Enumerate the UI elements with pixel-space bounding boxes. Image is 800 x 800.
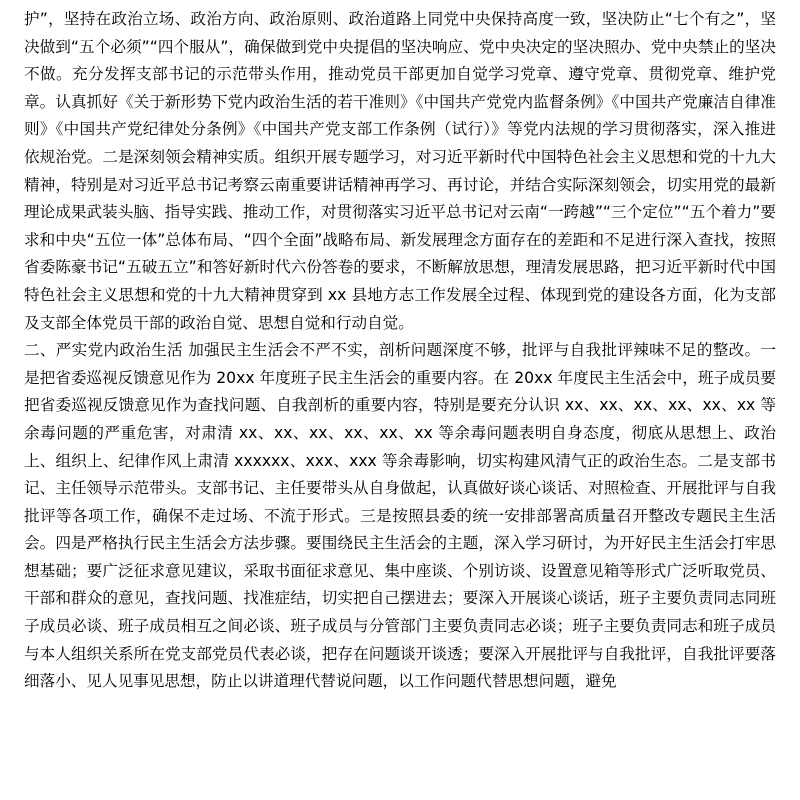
paragraph: 二、严实党内政治生活 加强民主生活会不严不实，剖析问题深度不够，批评与自我批评辣味不足的整改。一是把省委巡视反馈意见作为 20xx 年度班子民主生活会的重要内容。在 20xx 年度民主生活会中，班子成员要把省委巡视反馈意见作为查找问题、自我剖析的重要内容，特别是要充分认识 xx、xx、xx、xx、xx、xx 等余毒问题的严重危害，对肃清 xx、xx、xx、xx、xx、xx 等余毒问题表明自身态度，彻底从思想上、政治上、组织上、纪律作风上肃清 xxxxxx、xxx、xxx 等余毒影响，切实构建风清气正的政治生态。二是支部书记、主任领导示范带头。支部书记、主任要带头从自身做起，认真做好谈心谈话、对照检查、开展批评与自我批评等各项工作，确保不走过场、不流于形式。三是按照县委的统一安排部署高质量召开整改专题民主生活会。四是严格执行民主生活会方法步骤。要围绕民主生活会的主题，深入学习研讨，为开好民主生活会打牢思想基础；要广泛征求意见建议，采取书面征求意见、集中座谈、个别访谈、设置意见箱等形式广泛听取党员、干部和群众的意见，查找问题、找准症结，切实把自己摆进去；要深入开展谈心谈话，班子主要负责同志同班子成员必谈、班子成员相互之间必谈、班子成员与分管部门主要负责同志必谈；班子主要负责同志和班子成员与本人组织关系所在党支部党员代表必谈，把存在问题谈开谈透；要深入开展批评与自我批评，自我批评要落细落小、见人见事见思想，防止以讲道理代替说问题，以工作问题代替思想问题，避免 xyxy=(24,341,776,691)
paragraph: 护”，坚持在政治立场、政治方向、政治原则、政治道路上同党中央保持高度一致，坚决防止“七个有之”，坚决做到“五个必须”“四个服从”，确保做到党中央提倡的坚决响应、党中央决定的坚决照办、党中央禁止的坚决不做。充分发挥支部书记的示范带头作用，推动党员干部更加自觉学习党章、遵守党章、贯彻党章、维护党章。认真抓好《关于新形势下党内政治生活的若干准则》《中国共产党党内监督条例》《中国共产党廉洁自律准则》《中国共产党纪律处分条例》《中国共产党支部工作条例（试行）》等党内法规的学习贯彻落实，深入推进依规治党。二是深刻领会精神实质。组织开展专题学习，对习近平新时代中国特色社会主义思想和党的十九大精神，特别是对习近平总书记考察云南重要讲话精神再学习、再讨论，并结合实际深刻领会，切实用党的最新理论成果武装头脑、指导实践、推动工作，对贯彻落实习近平总书记对云南“一跨越”“三个定位”“五个着力”要求和中央“五位一体”总体布局、“四个全面”战略布局、新发展理念方面存在的差距和不足进行深入查找，按照省委陈豪书记“五破五立”和答好新时代六份答卷的要求，不断解放思想，理清发展思路，把习近平新时代中国特色社会主义思想和党的十九大精神贯穿到 xx 县地方志工作发展全过程、体现到党的建设各方面，化为支部及支部全体党员干部的政治自觉、思想自觉和行动自觉。 xyxy=(24,10,776,332)
document-body xyxy=(24,6,776,696)
